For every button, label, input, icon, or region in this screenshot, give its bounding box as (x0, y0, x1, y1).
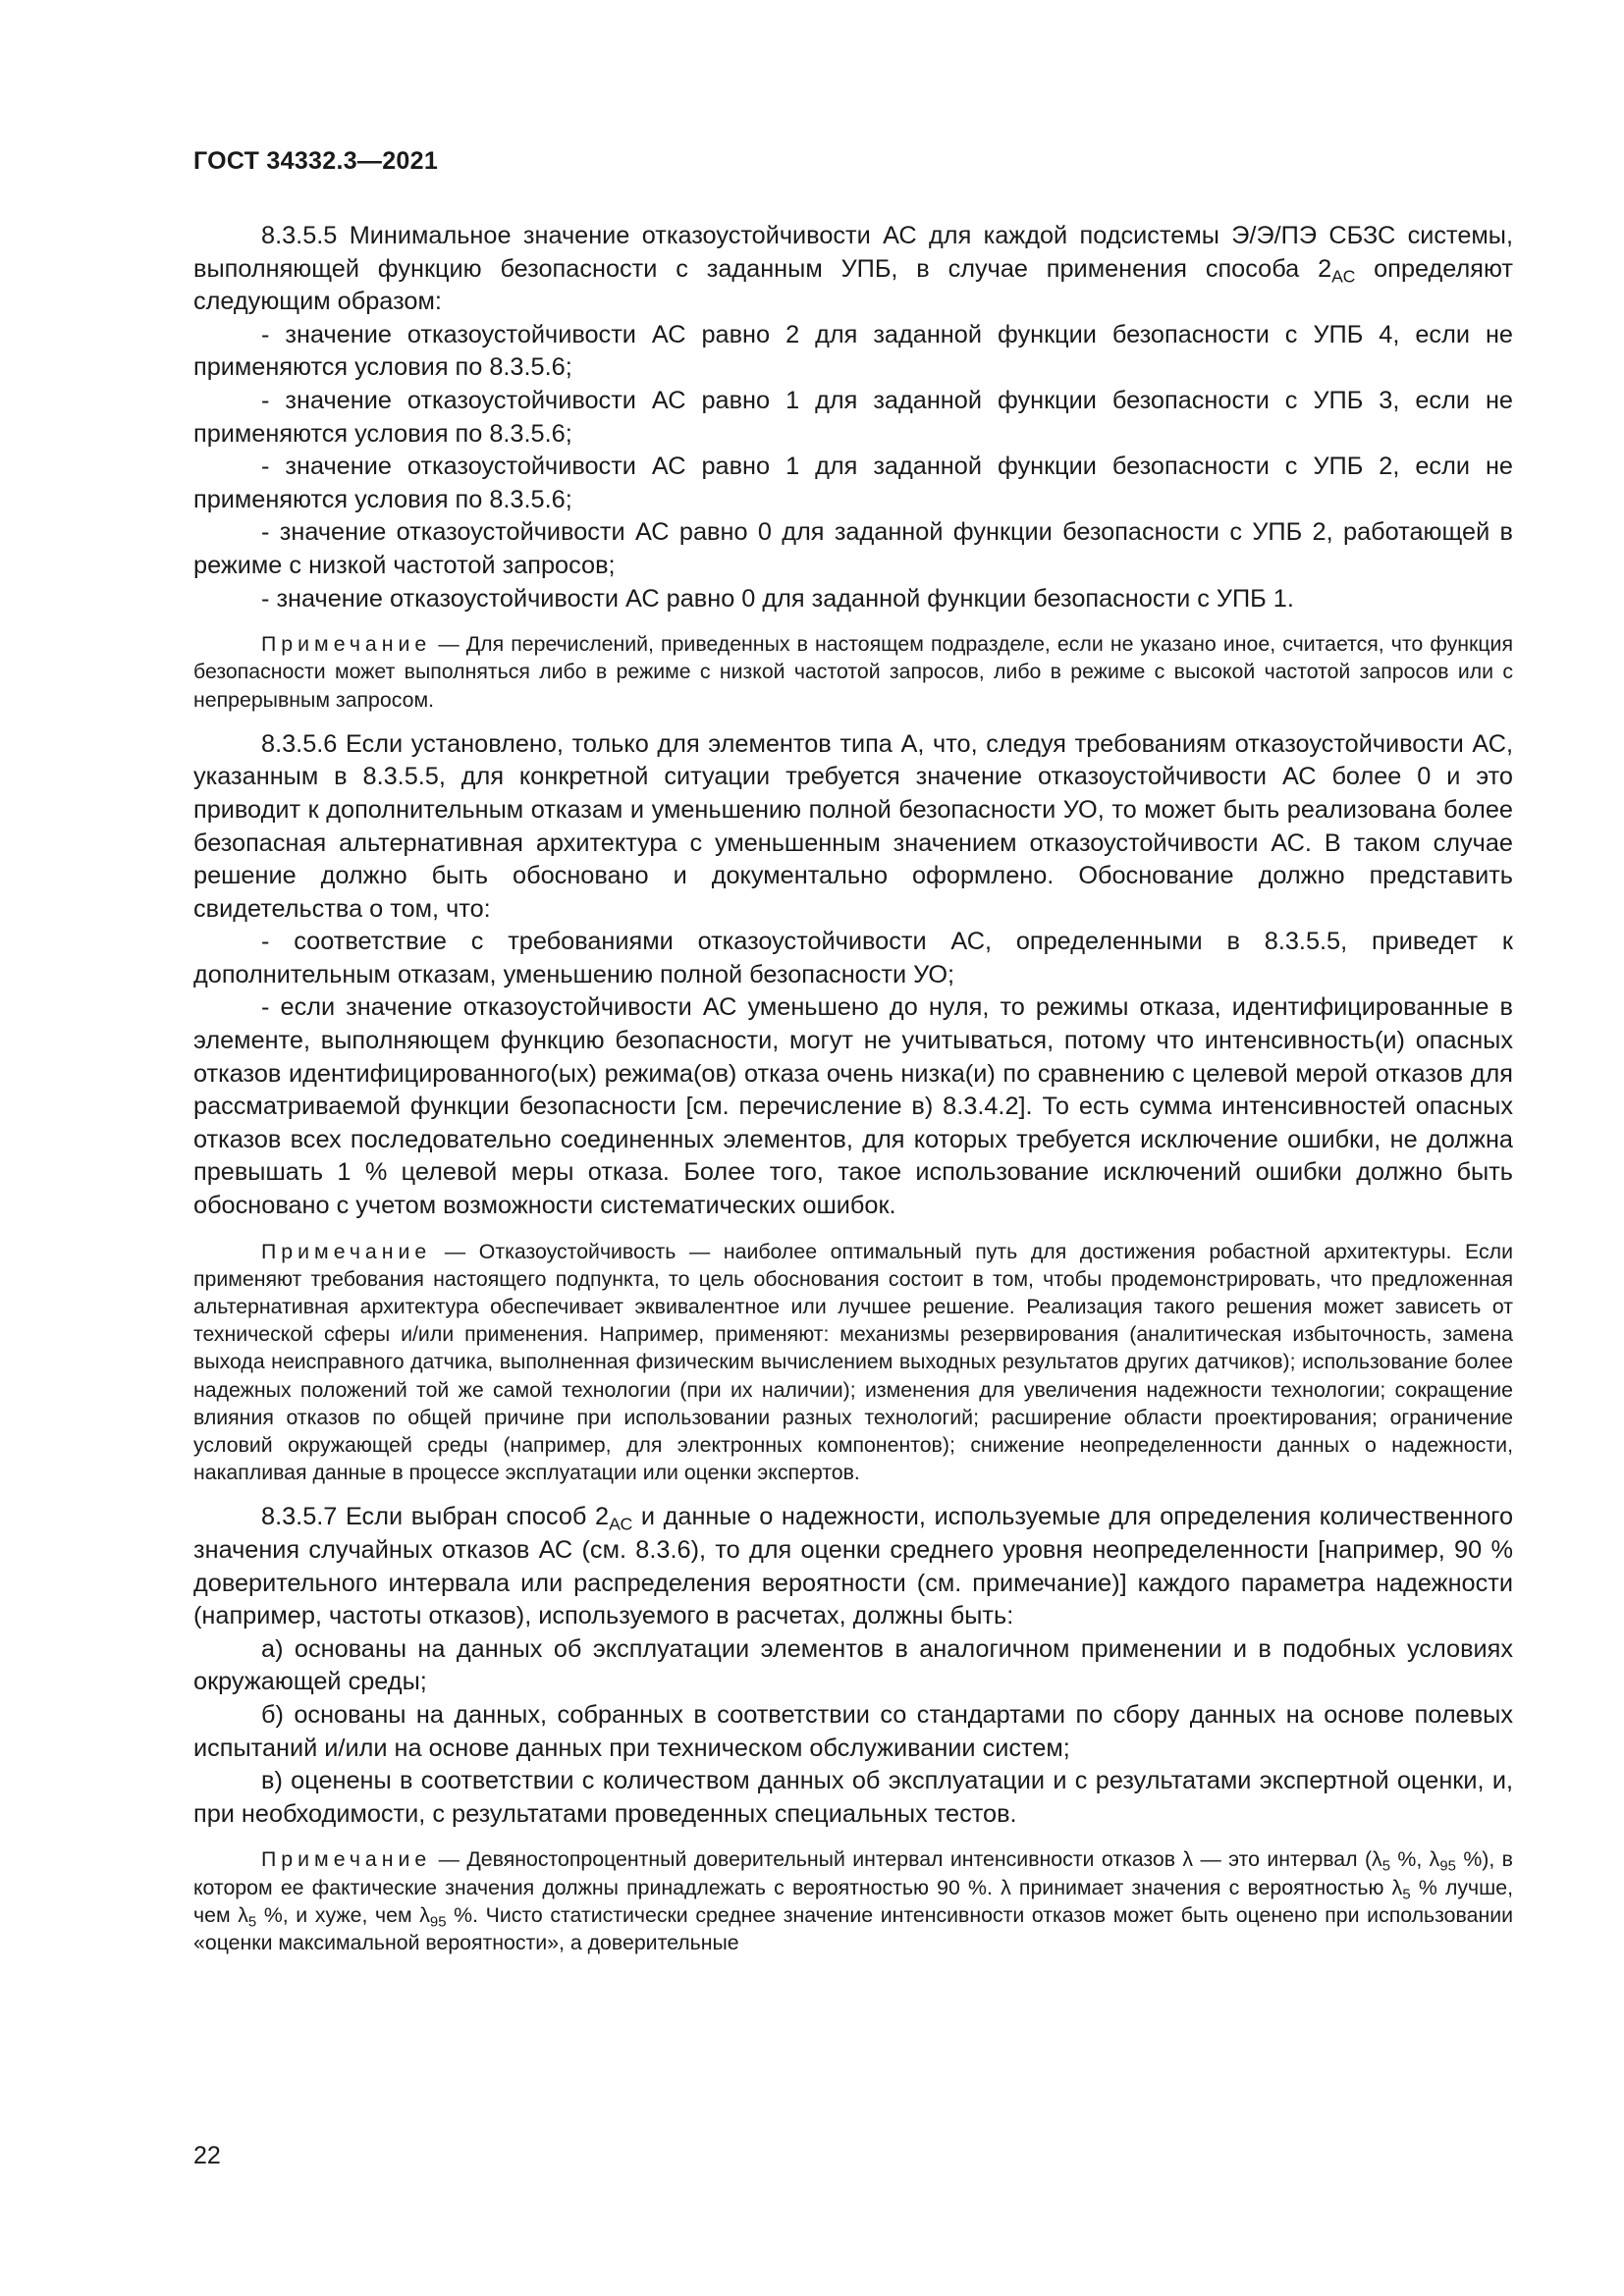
spacer (193, 615, 1513, 630)
text-run: - значение отказоустойчивости АС равно 2 для заданной функции безопасности с УПБ 4, если не применяются условия по 8.3.5.6; (193, 320, 1513, 382)
text-run: %, и хуже, чем λ (256, 1902, 430, 1927)
text-run: — Для перечислений, приведенных в настоящем подразделе, если не указано иное, считается, что функция безопасности может выполняться либо в режиме с низкой частотой запросов, либо в режиме с высокой частотой запросов или с непрерывным запросом. (193, 632, 1513, 712)
text-run: % лучше, чем λ (193, 1875, 1513, 1927)
text-run: 8.3.5.7 Если выбран способ 2 (261, 1503, 610, 1531)
note-paragraph (193, 1845, 1513, 1956)
body-paragraph (193, 991, 1513, 1222)
body-paragraph (193, 516, 1513, 582)
text-run: а) основаны на данных об эксплуатации элементов в аналогичном применении и в подобных условиях окружающей среды; (193, 1634, 1513, 1696)
note-label: Примечание (261, 632, 432, 657)
body-paragraph (193, 319, 1513, 385)
spacer (193, 714, 1513, 728)
text-run: — Девяностопроцентный доверительный интервал интенсивности отказов λ — это интервал (λ (431, 1847, 1382, 1872)
body-paragraph (193, 220, 1513, 319)
text-run: - соответствие с требованиями отказоустойчивости АС, определенными в 8.3.5.5, приведет к дополнительным отказам, уменьшению полной безопасности УО; (193, 928, 1513, 988)
text-run: - значение отказоустойчивости АС равно 1 для заданной функции безопасности с УПБ 3, если не применяются условия по 8.3.5.6; (193, 386, 1513, 448)
text-run: %, λ (1390, 1847, 1440, 1872)
body-paragraph (193, 1633, 1513, 1699)
text-run: 8.3.5.5 Минимальное значение отказоустойчивости АС для каждой подсистемы Э/Э/ПЭ СБЗС системы, выполняющей функцию безопасности с заданным УПБ, в случае применения способа 2 (193, 222, 1513, 283)
note-label: Примечание (261, 1239, 432, 1263)
body-paragraph (193, 1699, 1513, 1765)
spacer (193, 1486, 1513, 1501)
subscript: 95 (1439, 1858, 1456, 1875)
text-run: - значение отказоустойчивости АС равно 0 для заданной функции безопасности с УПБ 2, работающей в режиме с низкой частотой запросов; (193, 518, 1513, 579)
subscript: 95 (429, 1914, 447, 1931)
body-paragraph (193, 1765, 1513, 1831)
body-paragraph (193, 728, 1513, 927)
text-run: 8.3.5.6 Если установлено, только для элементов типа А, что, следуя требованиям отказоустойчивости АС, указанным в 8.3.5.5, для конкретной ситуации требуется значение отказоустойчивости АС более 0 и это приводит к дополнительным отказам и уменьшению полной безопасности УО, то может быть реализована более безопасная альтернативная архитектура с уменьшенным значением отказоустойчивости АС. В таком случае решение должно быть обосновано и документально оформлено. Обоснование должно представить свидетельства о том, что: (193, 729, 1513, 923)
body-paragraph (193, 451, 1513, 516)
subscript: АС (609, 1514, 633, 1534)
document-body (193, 220, 1513, 1956)
text-run: - если значение отказоустойчивости АС уменьшено до нуля, то режимы отказа, идентифицированные в элементе, выполняющем функцию безопасности, могут не учитываться, потому что интенсивность(и) опасных отказов идентифицированного(ых) режима(ов) отказа очень низка(и) по сравнению с целевой мерой отказов для рассматриваемой функции безопасности [см. перечисление в) 8.3.4.2]. То есть сумма интенсивностей опасных отказов всех последовательно соединенных элементов, для которых требуется исключение ошибки, не должна превышать 1 % целевой меры отказа. Более того, такое использование исключений ошибки должно быть обосновано с учетом возможности систематических ошибок. (193, 993, 1513, 1220)
standard-header: ГОСТ 34332.3—2021 (193, 147, 439, 175)
subscript: 5 (1402, 1887, 1411, 1903)
text-run: %), в котором ее фактические значения должны принадлежать с вероятностью 90 %. λ принимает значения с вероятностью λ (193, 1847, 1513, 1899)
page-number: 22 (193, 2142, 221, 2169)
text-run: %. Чисто статистически среднее значение интенсивности отказов может быть оценено при использовании «оценки максимальной вероятности», а доверительные (193, 1902, 1513, 1955)
spacer (193, 1223, 1513, 1238)
subscript: АС (1331, 265, 1356, 286)
text-run: б) основаны на данных, собранных в соответствии со стандартами по сбору данных на основе полевых испытаний и/или на основе данных при техническом обслуживании систем; (193, 1701, 1513, 1762)
text-run: — Отказоустойчивость — наиболее оптимальный путь для достижения робастной архитектуры. Если применяют требования настоящего подпункта, то цель обоснования состоит в том, чтобы продемонстрировать, что предложенная альтернативная архитектура обеспечивает эквивалентное или лучшее решение. Реализация такого решения может зависеть от технической сферы и/или применения. Например, применяют: механизмы резервирования (аналитическая избыточность, замена выхода неисправного датчика, выполненная физическим вычислением выходных результатов других датчиков); использование более надежных положений той же самой технологии (при их наличии); изменения для увеличения надежности технологии; сокращение влияния отказов по общей причине при использовании разных технологий; расширение области проектирования; ограничение условий окружающей среды (например, для электронных компонентов); снижение неопределенности данных о надежности, накапливая данные в процессе эксплуатации или оценки экспертов. (193, 1239, 1513, 1485)
text-run: в) оценены в соответствии с количеством данных об эксплуатации и с результатами экспертной оценки, и, при необходимости, с результатами проведенных специальных тестов. (193, 1767, 1513, 1828)
note-label: Примечание (261, 1847, 432, 1872)
spacer (193, 1831, 1513, 1845)
text-run: - значение отказоустойчивости АС равно 0 для заданной функции безопасности с УПБ 1. (261, 584, 1294, 613)
subscript: 5 (1381, 1858, 1390, 1875)
subscript: 5 (247, 1914, 257, 1931)
note-paragraph (193, 630, 1513, 714)
body-paragraph (193, 583, 1513, 616)
body-paragraph (193, 1501, 1513, 1632)
body-paragraph (193, 926, 1513, 991)
note-paragraph (193, 1238, 1513, 1487)
text-run: определяют следующим образом: (193, 254, 1513, 316)
text-run: - значение отказоустойчивости АС равно 1 для заданной функции безопасности с УПБ 2, если не применяются условия по 8.3.5.6; (193, 453, 1513, 513)
text-run: и данные о надежности, используемые для определения количественного значения случайных отказов АС (см. 8.3.6), то для оценки среднего уровня неопределенности [например, 90 % доверительного интервала или распределения вероятности (см. примечание)] каждого параметра надежности (например, частоты отказов), используемого в расчетах, должны быть: (193, 1503, 1514, 1630)
body-paragraph (193, 385, 1513, 451)
